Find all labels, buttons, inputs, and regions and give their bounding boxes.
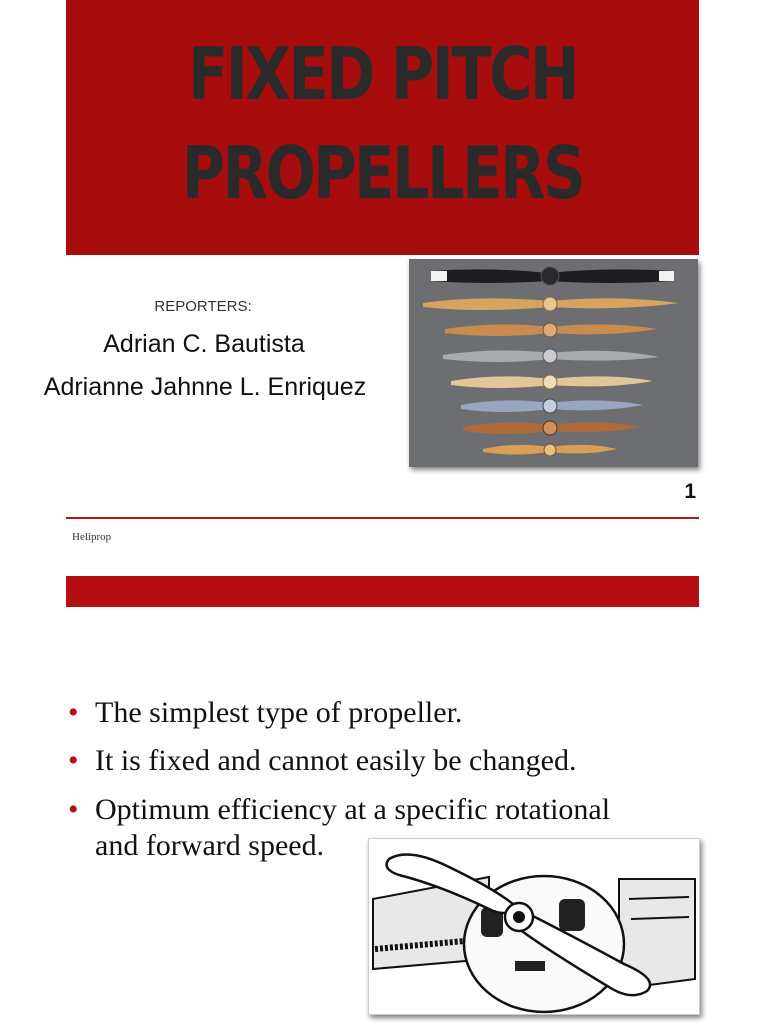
reporter-name-2: Adrianne Jahnne L. Enriquez <box>43 373 367 401</box>
propellers-photo <box>409 259 698 467</box>
page-number: 1 <box>684 480 696 503</box>
title-line-2: PROPELLERS <box>181 131 584 215</box>
reporter-name-1: Adrian C. Bautista <box>103 330 305 358</box>
bullet-dot-icon: • <box>68 793 79 826</box>
bullet-item <box>68 743 708 779</box>
bullet-text: It is fixed and cannot easily be changed. <box>95 744 577 777</box>
bullet-text: The simplest type of propeller. <box>95 696 463 729</box>
title-banner <box>66 0 699 255</box>
title-line-1: FIXED PITCH <box>188 32 577 116</box>
propeller-airplane-drawing <box>368 838 700 1015</box>
slide-divider <box>66 517 699 519</box>
reporters-label: REPORTERS: <box>154 298 252 315</box>
slide-footer: Heliprop <box>72 531 112 543</box>
bullet-text-continuation: and forward speed. <box>95 829 325 862</box>
bullet-text: Optimum efficiency at a specific rotational <box>95 793 611 826</box>
bullet-item <box>68 695 708 731</box>
bullet-dot-icon: • <box>68 744 79 777</box>
slide2-header-bar <box>66 576 699 607</box>
bullet-dot-icon: • <box>68 696 79 729</box>
